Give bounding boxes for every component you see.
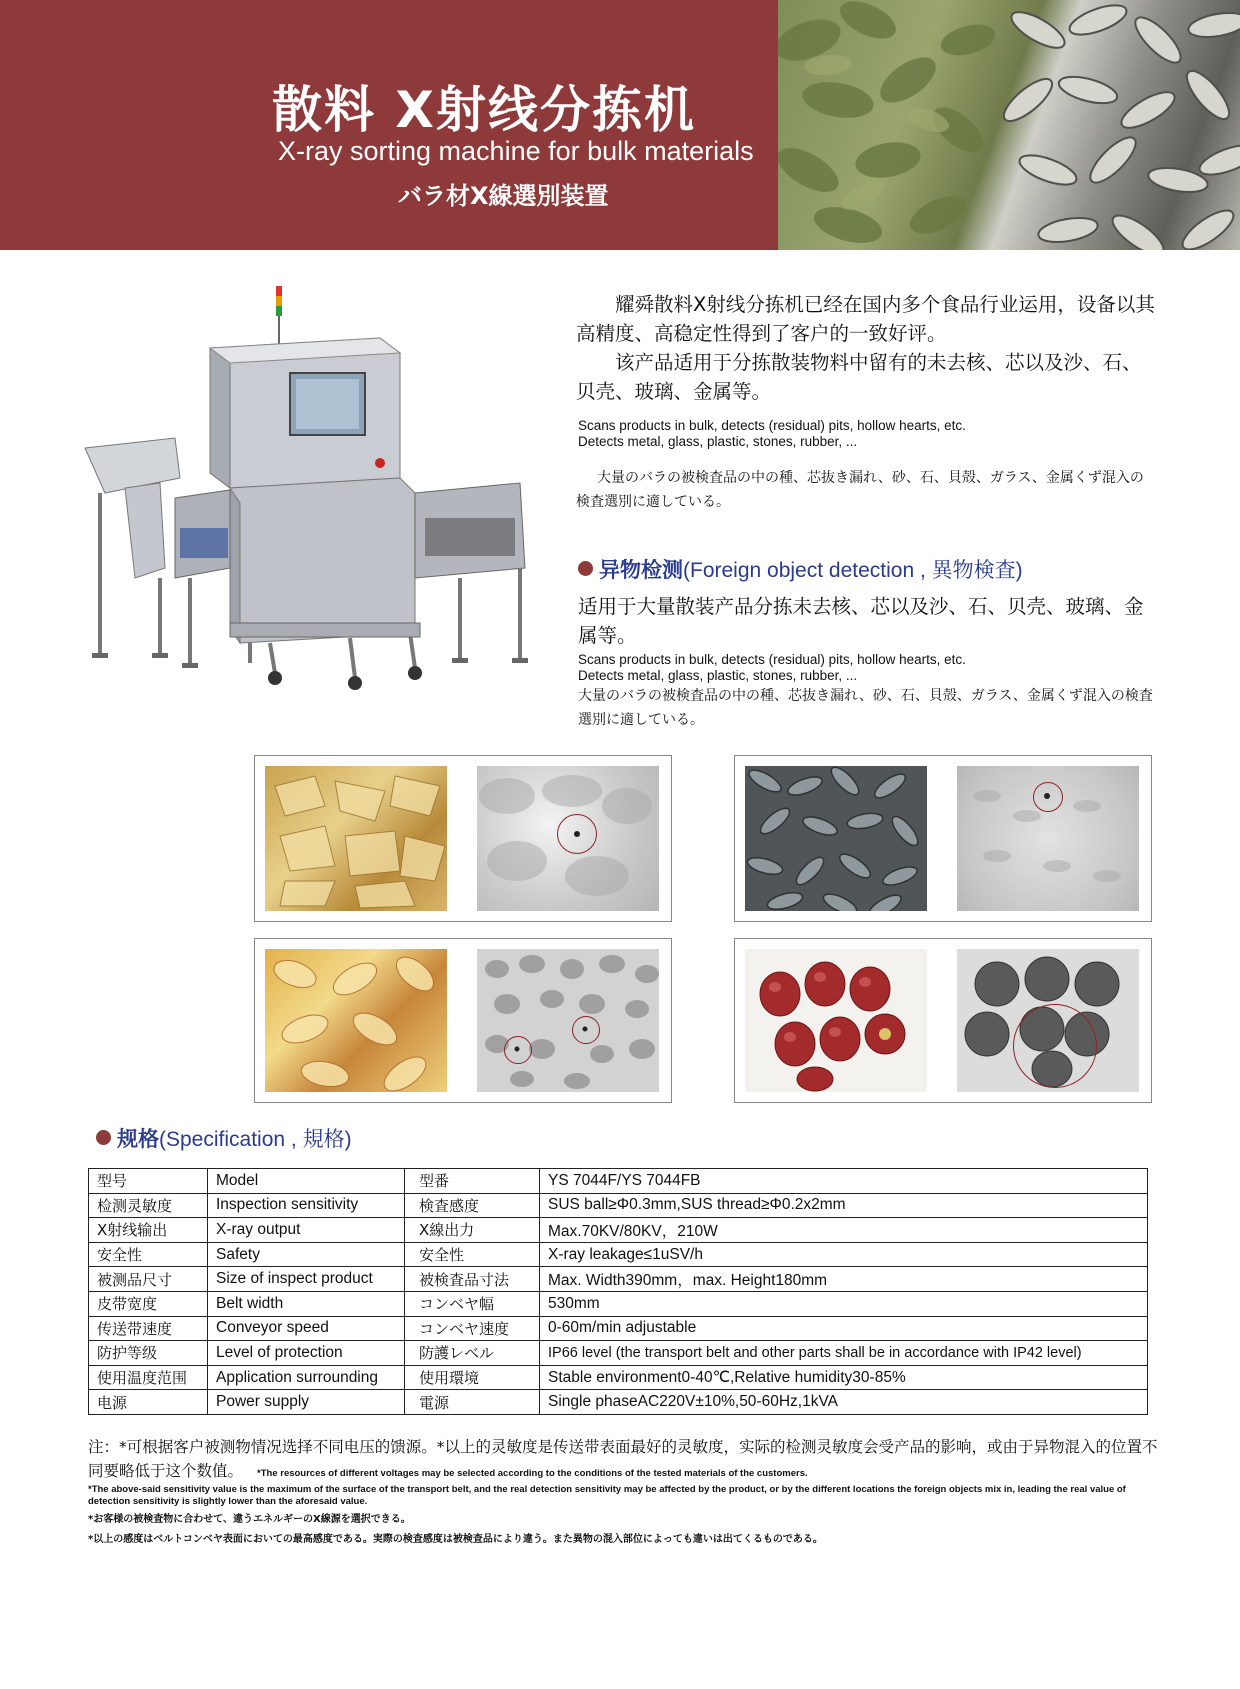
notes-jp-1: *お客様の被検査物に合わせて、違うエネルギーのX線源を選択できる。 xyxy=(88,1514,411,1525)
clam-meat-photo xyxy=(265,949,447,1092)
table-cell: Max. Width390mm，max. Height180mm xyxy=(540,1267,1148,1292)
table-cell: X-ray leakage≤1uSV/h xyxy=(540,1242,1148,1267)
sunflower-seeds-photo xyxy=(745,766,927,911)
table-cell: 电源 xyxy=(89,1390,208,1415)
bullet-dot-icon xyxy=(578,561,593,576)
clam-xray-texture xyxy=(477,949,659,1092)
clam-meat-texture xyxy=(265,949,447,1092)
sunflower-seeds-xray-image xyxy=(957,766,1139,911)
table-cell: Stable environment0-40℃,Relative humidity30-85% xyxy=(540,1365,1148,1390)
clam-meat-xray-image xyxy=(477,949,659,1092)
specification-heading-cn: 规格 xyxy=(117,1127,159,1151)
seeds-photo-illustration xyxy=(778,0,1240,250)
intro-en-line-1: Scans products in bulk, detects (residual) pits, hollow hearts, etc. xyxy=(578,418,966,433)
table-cell: 传送带速度 xyxy=(89,1316,208,1341)
notes-cn: 注：*可根据客户被测物情况选择不同电压的馈源。*以上的灵敏度是传送带表面最好的灵敏度，实际的检测灵敏度会受产品的影响，或由于异物混入的位置不同要略低于这个数值。 xyxy=(88,1438,1158,1480)
specification-heading xyxy=(96,1123,352,1153)
intro-paragraph-1: 耀舜散料X射线分拣机已经在国内多个食品行业运用，设备以其高精度、高稳定性得到了客户的一致好评。 xyxy=(576,293,1155,345)
table-cell: 使用温度范围 xyxy=(89,1365,208,1390)
table-cell: 530mm xyxy=(540,1291,1148,1316)
page-title: 散料 X射线分拣机 xyxy=(272,81,696,139)
table-cell: 被検査品寸法 xyxy=(405,1267,540,1292)
table-row xyxy=(89,1390,1148,1415)
foreign-object-en-line-1: Scans products in bulk, detects (residual) pits, hollow hearts, etc. xyxy=(578,652,966,667)
machine-illustration xyxy=(80,278,580,728)
table-cell: 防护等级 xyxy=(89,1341,208,1366)
notes-en-1: *The resources of different voltages may be selected according to the conditions of the tested materials of the customers. xyxy=(257,1468,808,1479)
table-row xyxy=(89,1242,1148,1267)
notes-paragraph-1 xyxy=(88,1435,1158,1486)
sample-panel-flakes xyxy=(254,755,672,922)
sample-panel-grapes xyxy=(734,938,1152,1103)
foreign-object-cn: 适用于大量散装产品分拣未去核、芯以及沙、石、贝壳、玻璃、金属等。 xyxy=(578,595,1144,647)
table-cell: 防護レベル xyxy=(405,1341,540,1366)
table-cell: Belt width xyxy=(208,1291,405,1316)
grapes-drawing xyxy=(745,949,927,1092)
detection-marker xyxy=(572,1016,600,1044)
grapes-photo xyxy=(745,949,927,1092)
table-cell: X射线输出 xyxy=(89,1218,208,1243)
intro-jp-paragraph: 大量のバラの被検査品の中の種、芯抜き漏れ、砂、石、貝殻、ガラス、金属くず混入の検査選別に適している。 xyxy=(576,470,1144,510)
table-cell: 安全性 xyxy=(89,1242,208,1267)
table-cell: Power supply xyxy=(208,1390,405,1415)
notes-en-2: *The above-said sensitivity value is the maximum of the surface of the transport belt, and the real detection sensitivity may be affected by the product, or by the different locations the foreign objects mix in, leading the real value of detection sensitivity is slightly lower than the aforesaid value. xyxy=(88,1484,1126,1507)
sample-panel-sunflower-seeds xyxy=(734,755,1152,922)
table-cell: Application surrounding xyxy=(208,1365,405,1390)
table-cell: Max.70KV/80KV，210W xyxy=(540,1218,1148,1243)
intro-paragraph-2: 该产品适用于分拣散装物料中留有的未去核、芯以及沙、石、贝壳、玻璃、金属等。 xyxy=(576,351,1142,403)
table-cell: Conveyor speed xyxy=(208,1316,405,1341)
table-row xyxy=(89,1267,1148,1292)
detection-marker xyxy=(1033,782,1063,812)
table-row xyxy=(89,1169,1148,1194)
table-row xyxy=(89,1291,1148,1316)
notes-jp-2: *以上の感度はベルトコンベヤ表面においての最高感度である。実際の検査感度は被検査品により違う。また異物の混入部位によっても違いは出てくるものである。 xyxy=(88,1534,823,1545)
bullet-dot-icon xyxy=(96,1130,111,1145)
table-cell: Single phaseAC220V±10%,50-60Hz,1kVA xyxy=(540,1390,1148,1415)
foreign-object-heading-en: (Foreign object detection , 異物検査) xyxy=(683,559,1023,582)
detection-marker xyxy=(504,1036,532,1064)
page-subtitle-en: X-ray sorting machine for bulk materials xyxy=(278,136,754,166)
table-cell: Size of inspect product xyxy=(208,1267,405,1292)
table-cell: 安全性 xyxy=(405,1242,540,1267)
table-cell: Level of protection xyxy=(208,1341,405,1366)
table-cell: 型号 xyxy=(89,1169,208,1194)
grapes-xray-image xyxy=(957,949,1139,1092)
table-cell: SUS ball≥Φ0.3mm,SUS thread≥Φ0.2x2mm xyxy=(540,1193,1148,1218)
table-cell: コンベヤ速度 xyxy=(405,1316,540,1341)
specification-table xyxy=(88,1168,1148,1415)
table-row xyxy=(89,1341,1148,1366)
table-row xyxy=(89,1365,1148,1390)
table-cell: 皮带宽度 xyxy=(89,1291,208,1316)
intro-en-line-2: Detects metal, glass, plastic, stones, rubber, ... xyxy=(578,434,858,449)
sunflower-seeds-texture xyxy=(745,766,927,911)
foreign-object-heading xyxy=(578,554,1023,584)
foreign-object-heading-cn: 异物检测 xyxy=(599,558,683,582)
foreign-object-en-line-2: Detects metal, glass, plastic, stones, rubber, ... xyxy=(578,668,858,683)
table-cell: 被测品尺寸 xyxy=(89,1267,208,1292)
table-row xyxy=(89,1316,1148,1341)
header-seeds-photo xyxy=(778,0,1240,250)
table-cell: X線出力 xyxy=(405,1218,540,1243)
flakes-texture xyxy=(265,766,447,911)
table-cell: 型番 xyxy=(405,1169,540,1194)
page-subtitle-jp: バラ材X線選別装置 xyxy=(398,182,609,210)
table-cell: 電源 xyxy=(405,1390,540,1415)
table-row xyxy=(89,1193,1148,1218)
table-cell: Inspection sensitivity xyxy=(208,1193,405,1218)
flakes-photo xyxy=(265,766,447,911)
table-cell: IP66 level (the transport belt and other parts shall be in accordance with IP42 level) xyxy=(540,1341,1148,1366)
detection-marker xyxy=(1013,1004,1097,1088)
specification-heading-en: (Specification , 規格) xyxy=(159,1128,352,1151)
table-cell: 检测灵敏度 xyxy=(89,1193,208,1218)
detection-marker xyxy=(557,814,597,854)
table-cell: 0-60m/min adjustable xyxy=(540,1316,1148,1341)
xray-machine-drawing xyxy=(80,278,580,728)
header-banner xyxy=(0,0,1240,250)
table-cell: Safety xyxy=(208,1242,405,1267)
table-cell: コンベヤ幅 xyxy=(405,1291,540,1316)
foreign-object-jp: 大量のバラの被検査品の中の種、芯抜き漏れ、砂、石、貝殻、ガラス、金属くず混入の検査選別に適している。 xyxy=(578,688,1153,728)
table-cell: Model xyxy=(208,1169,405,1194)
sample-panel-clam-meat xyxy=(254,938,672,1103)
table-row xyxy=(89,1218,1148,1243)
table-cell: X-ray output xyxy=(208,1218,405,1243)
table-cell: 使用環境 xyxy=(405,1365,540,1390)
flakes-xray-image xyxy=(477,766,659,911)
table-cell: YS 7044F/YS 7044FB xyxy=(540,1169,1148,1194)
table-cell: 検査感度 xyxy=(405,1193,540,1218)
